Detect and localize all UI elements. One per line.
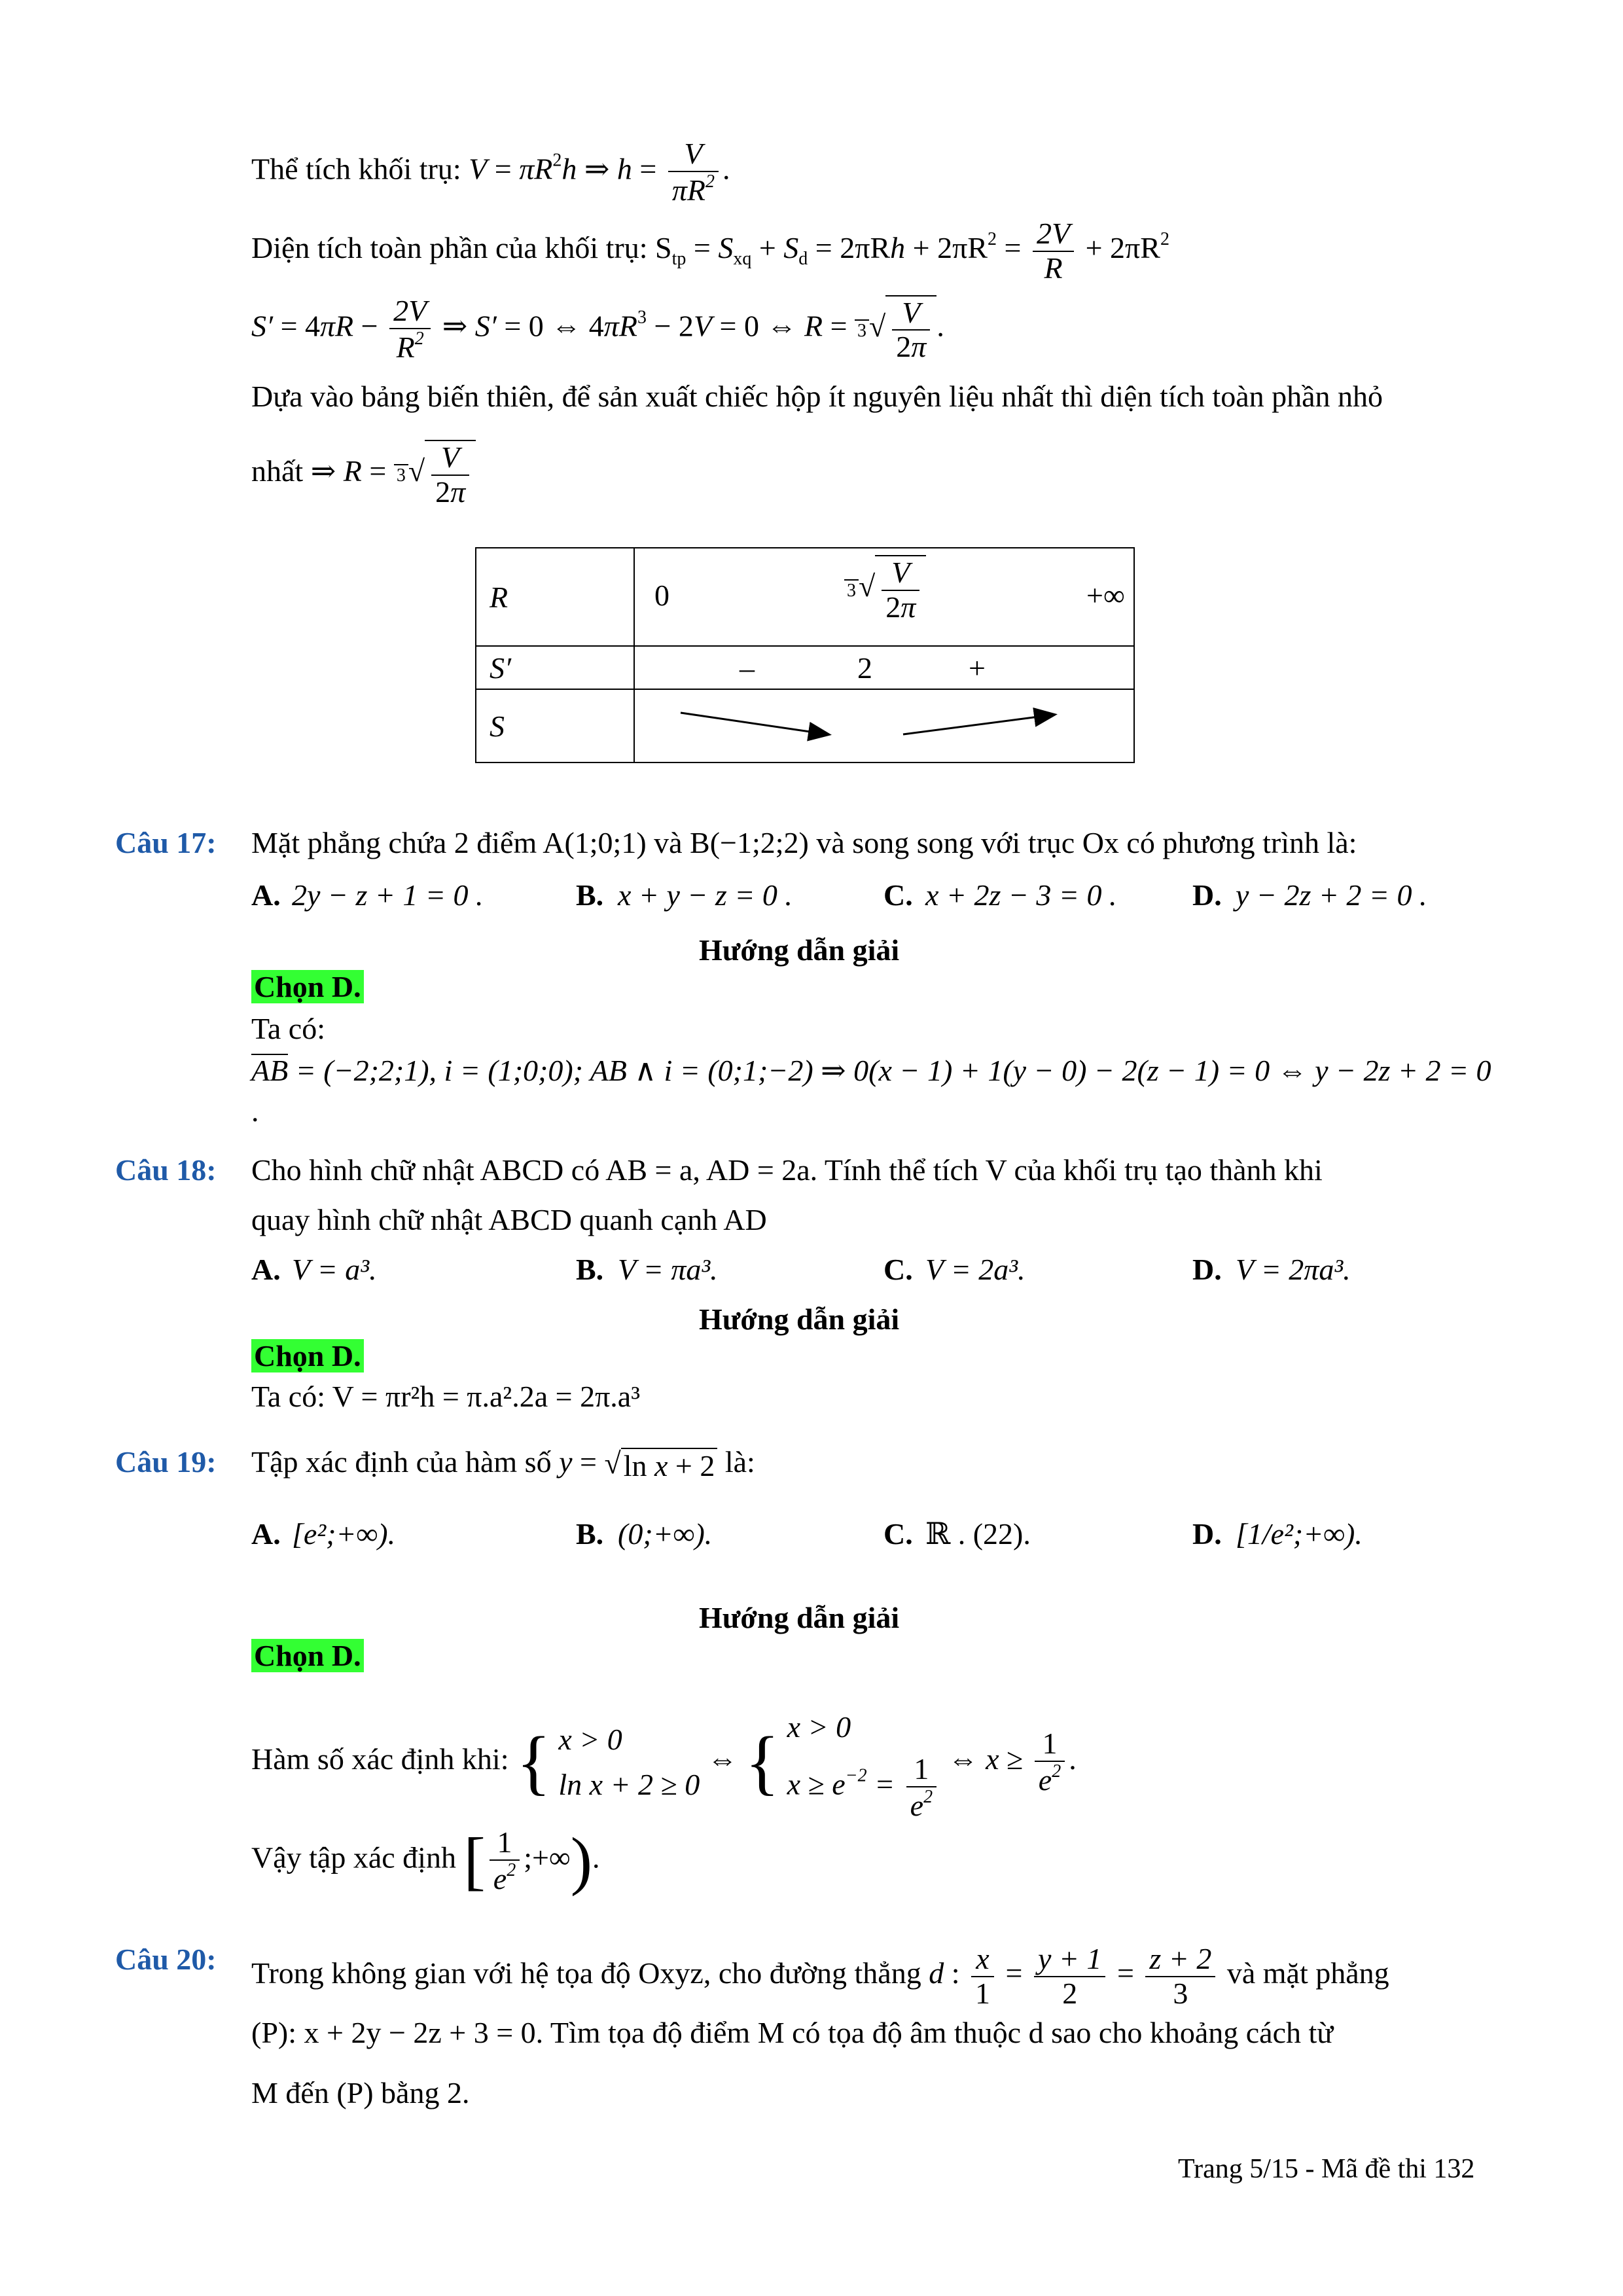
- q17-option-d-key: D.: [1192, 878, 1222, 912]
- question-20-label: Câu 20:: [115, 1943, 217, 1976]
- question-18-label: Câu 18:: [115, 1153, 217, 1187]
- q19-solution-domain: Vậy tập xác định [ $\frac{1}{e^2}$ ;+∞).: [251, 1824, 600, 1897]
- derivative-line: S′ = 4πR − $\frac{2V}{R^2}$ ⇒ S′ = 0 ⇔ $4\pi R^3 - 2V = 0$ ⇔ R = 3√ $\frac{V}{2\pi}$ .: [251, 294, 944, 364]
- q18-option-d-key: D.: [1192, 1253, 1222, 1286]
- conclusion-line: Dựa vào bảng biến thiên, để sản xuất chiếc hộp ít nguyên liệu nhất thì diện tích toàn phần nhỏ: [251, 380, 1383, 413]
- surface-area-line: Diện tích toàn phần của khối trụ: $S_{tp} = S_{xq} + S_d = 2\pi Rh + 2\pi R^2$ = $\frac{2V}{R}$ + $2\pi R^2$: [251, 217, 1169, 285]
- variation-arrows: [635, 690, 1145, 762]
- q17-option-b: x + y − z = 0 .: [618, 878, 793, 912]
- q17-option-c-key: C.: [883, 878, 913, 912]
- s-prime-values: – 2 +: [634, 646, 1134, 689]
- q19-option-c: ℝ . (22).: [925, 1517, 1031, 1551]
- volume-line: Thể tích khối trụ: $V = \pi R^2h$ ⇒ h = $\frac{V}{\pi R^2}$ .: [251, 137, 730, 207]
- q17-option-a: 2y − z + 1 = 0 .: [292, 878, 484, 912]
- q18-solution: Ta có: V = πr²h = π.a².2a = 2π.a³: [251, 1380, 641, 1413]
- fraction: $\frac{V}{\pi R^2}$: [668, 137, 719, 207]
- variation-table: [475, 547, 1135, 763]
- vector-ab: AB: [251, 1054, 289, 1087]
- critical-value: 3√ $\frac{V}{2\pi}$: [844, 555, 926, 624]
- q18-option-a: V = a³.: [292, 1253, 377, 1286]
- s-arrows: [634, 689, 1134, 762]
- q18-answer: Chọn D.: [251, 1339, 364, 1374]
- q17-guide-heading: Hướng dẫn giải: [699, 933, 900, 967]
- q17-option-c: x + 2z − 3 = 0 .: [925, 878, 1117, 912]
- question-18-stem-line2: quay hình chữ nhật ABCD quanh cạnh AD: [251, 1203, 767, 1236]
- question-18-stem-line1: Cho hình chữ nhật ABCD có AB = a, AD = 2a. Tính thể tích V của khối trụ tạo thành khi: [251, 1153, 1323, 1187]
- q19-option-b: (0;+∞).: [618, 1517, 713, 1551]
- question-19-label: Câu 19:: [115, 1445, 217, 1479]
- q19-option-a: [e²;+∞).: [292, 1517, 396, 1551]
- q19-option-c-key: C.: [883, 1517, 913, 1551]
- row-label-r: R: [476, 548, 634, 646]
- q19-option-a-key: A.: [251, 1517, 281, 1551]
- q19-answer: Chọn D.: [251, 1639, 364, 1674]
- question-20-stem-line1: Trong không gian với hệ tọa độ Oxyz, cho đường thẳng d : $\frac{x}{1}$ = $\frac{y + 1}{2}$ = $\frac{z + 2}{3}$ và mặt phẳng: [251, 1942, 1389, 2010]
- question-20-stem-line2: (P): x + 2y − 2z + 3 = 0. Tìm tọa độ điểm M có tọa độ âm thuộc d sao cho khoảng cách từ: [251, 2016, 1334, 2049]
- q18-option-b: V = πa³.: [618, 1253, 718, 1286]
- increasing-arrow: [903, 715, 1054, 734]
- q19-option-b-key: B.: [576, 1517, 604, 1551]
- question-17-stem: Mặt phẳng chứa 2 điểm A(1;0;1) và B(−1;2;2) và song song với trục Ox có phương trình là:: [251, 826, 1357, 859]
- question-19-stem: Tập xác định của hàm số y = √ln x + 2 là:: [251, 1445, 755, 1483]
- q18-option-c-key: C.: [883, 1253, 913, 1286]
- q17-option-b-key: B.: [576, 878, 604, 912]
- q19-solution-system: Hàm số xác định khi: { x > 0 ln x + 2 ≥ 0 ⇔ { x > 0 $x \ge e^{-2}$ = $\frac{1}{e^2}$ ⇔ x ≥ $\frac{1}{e^2}$ .: [251, 1710, 1077, 1822]
- q19-guide-heading: Hướng dẫn giải: [699, 1601, 900, 1634]
- q19-option-d-key: D.: [1192, 1517, 1222, 1551]
- question-20-stem-line3: M đến (P) bằng 2.: [251, 2076, 470, 2109]
- r-values: 0 3√ $\frac{V}{2\pi}$ +∞: [634, 548, 1134, 646]
- row-label-s: S: [476, 689, 634, 762]
- decreasing-arrow: [681, 713, 828, 734]
- q18-option-b-key: B.: [576, 1253, 604, 1286]
- q18-option-a-key: A.: [251, 1253, 281, 1286]
- conclusion-result: nhất ⇒ R = 3√ $\frac{V}{2\pi}$: [251, 440, 476, 509]
- q18-guide-heading: Hướng dẫn giải: [699, 1302, 900, 1336]
- q17-solution: AB = (−2;2;1), i = (1;0;0); AB ∧ i = (0;1;−2) ⇒ 0(x − 1) + 1(y − 0) − 2(z − 1) = 0 ⇔ y − 2z + 2 = 0: [251, 1054, 1491, 1087]
- q17-trailing-dot: .: [251, 1094, 259, 1128]
- q17-answer: Chọn D.: [251, 970, 364, 1005]
- row-label-s-prime: S′: [476, 646, 634, 689]
- q17-option-d: y − 2z + 2 = 0 .: [1236, 878, 1427, 912]
- question-17-label: Câu 17:: [115, 826, 217, 859]
- q19-option-d: [1/e²;+∞).: [1236, 1517, 1363, 1551]
- q18-option-d: V = 2πa³.: [1236, 1253, 1351, 1286]
- q18-option-c: V = 2a³.: [925, 1253, 1026, 1286]
- page-footer: Trang 5/15 - Mã đề thi 132: [1178, 2154, 1475, 2184]
- q17-option-a-key: A.: [251, 878, 281, 912]
- q17-solution-intro: Ta có:: [251, 1012, 326, 1045]
